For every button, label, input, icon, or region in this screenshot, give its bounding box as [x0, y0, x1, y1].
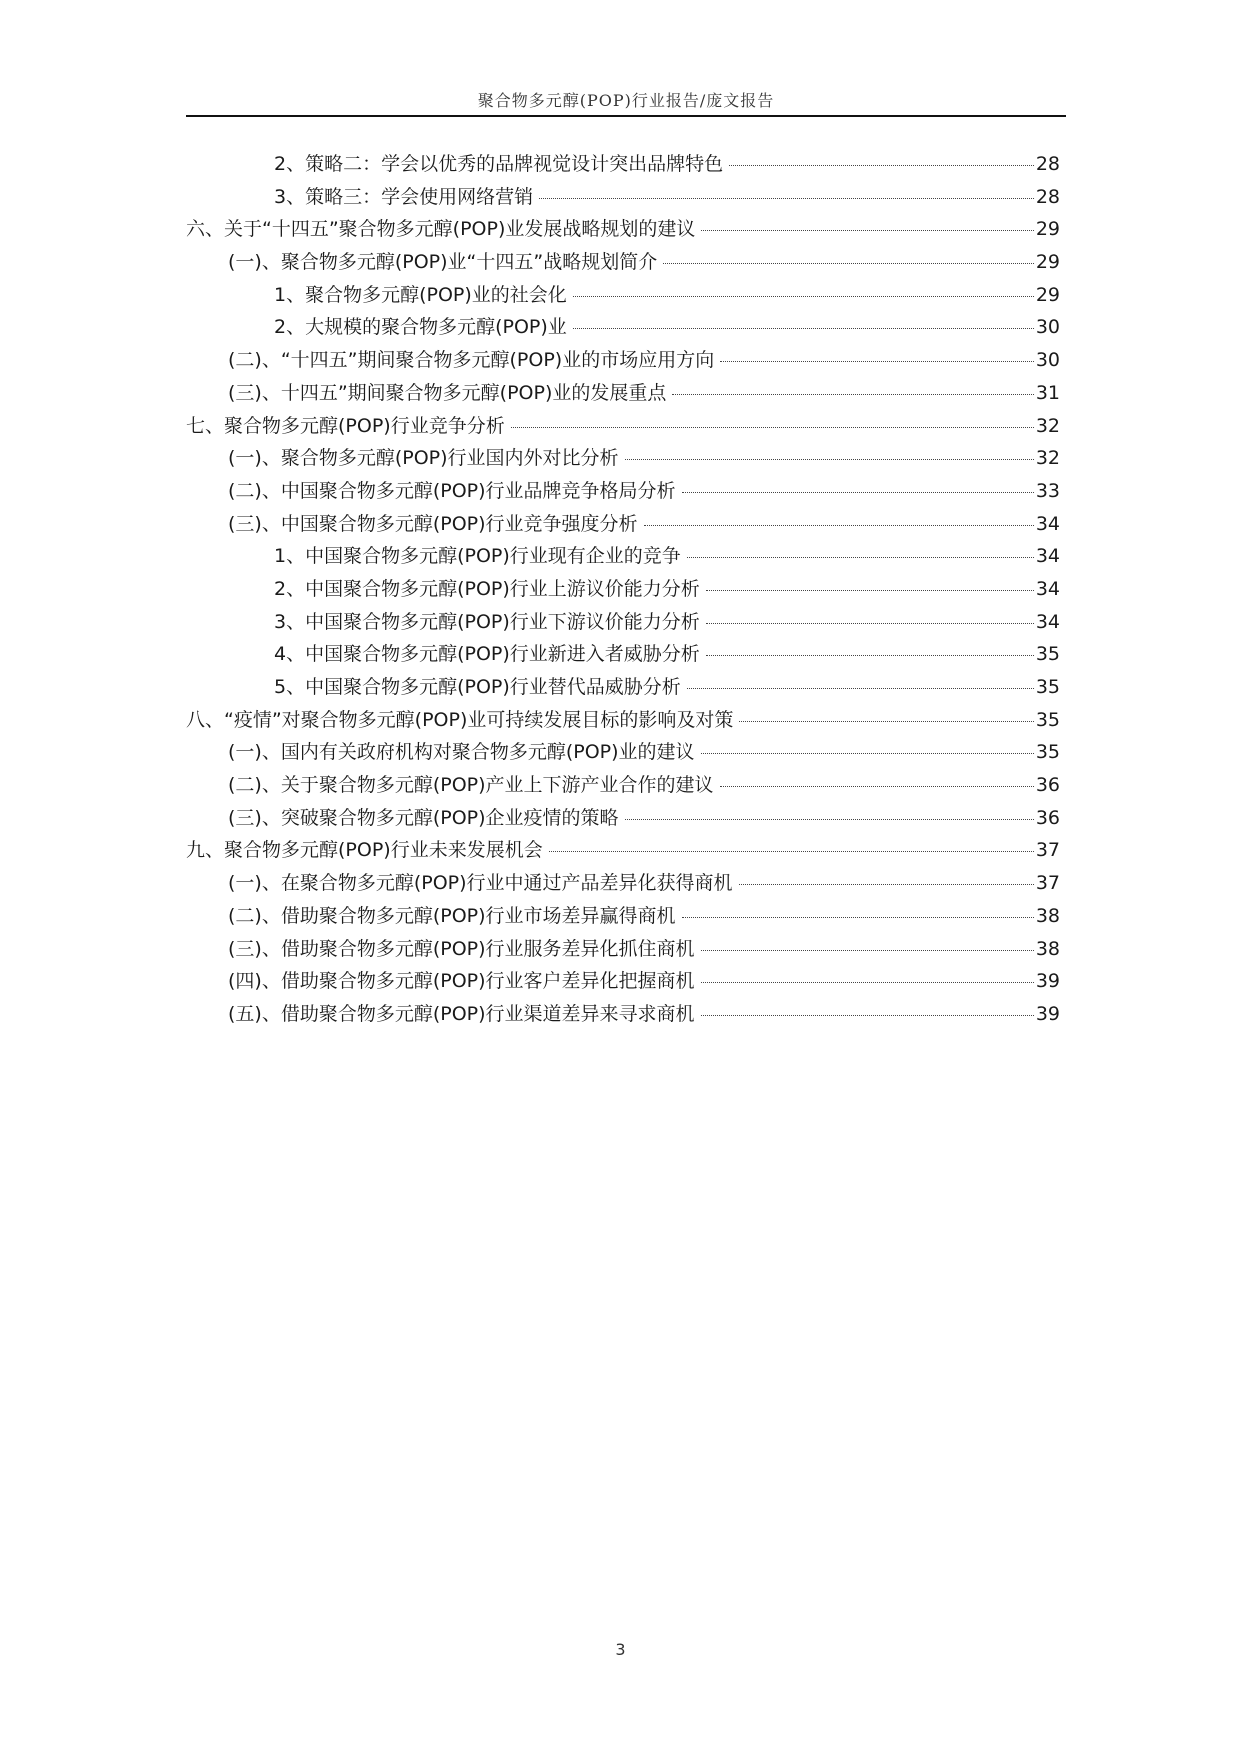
- toc-entry-page: 37: [1035, 872, 1060, 895]
- toc-entry-page: 35: [1035, 741, 1060, 764]
- toc-entry[interactable]: [186, 182, 1060, 215]
- toc-entry[interactable]: [186, 607, 1060, 640]
- toc-entry-title: 1、聚合物多元醇(POP)业的社会化: [274, 283, 567, 306]
- toc-entry-title: (二)、“十四五”期间聚合物多元醇(POP)业的市场应用方向: [228, 349, 715, 372]
- toc-entry[interactable]: [186, 999, 1060, 1032]
- toc-entry[interactable]: [186, 476, 1060, 509]
- toc-entry[interactable]: [186, 411, 1060, 444]
- toc-entry-page: 29: [1035, 251, 1060, 274]
- toc-entry-page: 29: [1035, 283, 1060, 306]
- toc-entry[interactable]: [186, 247, 1060, 280]
- toc-entry-page: 35: [1035, 676, 1060, 698]
- toc-entry-title: 六、关于“十四五”聚合物多元醇(POP)业发展战略规划的建议: [186, 218, 696, 241]
- page-number: 3: [615, 1640, 626, 1659]
- toc-dot-leader: [706, 655, 1034, 656]
- toc-entry-title: (一)、聚合物多元醇(POP)行业国内外对比分析: [228, 447, 619, 470]
- toc-entry-page: 35: [1035, 643, 1060, 666]
- toc-entry-page: 36: [1035, 806, 1060, 829]
- toc-dot-leader: [573, 328, 1034, 329]
- toc-entry-page: 39: [1035, 1002, 1060, 1025]
- toc-entry-page: 32: [1035, 414, 1060, 437]
- toc-entry-title: (二)、中国聚合物多元醇(POP)行业品牌竞争格局分析: [228, 479, 676, 502]
- toc-dot-leader: [701, 753, 1034, 754]
- toc-dot-leader: [672, 394, 1033, 395]
- toc-dot-leader: [682, 492, 1034, 493]
- toc-entry-page: 30: [1035, 349, 1060, 372]
- toc-entry-title: (三)、中国聚合物多元醇(POP)行业竞争强度分析: [228, 512, 638, 535]
- toc-entry-title: (三)、突破聚合物多元醇(POP)企业疫情的策略: [228, 806, 619, 829]
- toc-dot-leader: [682, 917, 1034, 918]
- toc-dot-leader: [511, 427, 1034, 428]
- running-header: 聚合物多元醇(POP)行业报告/庞文报告: [477, 91, 775, 110]
- toc-entry-title: 七、聚合物多元醇(POP)行业竞争分析: [186, 414, 505, 437]
- table-of-contents: [186, 149, 1060, 1032]
- toc-dot-leader: [739, 884, 1034, 885]
- toc-entry[interactable]: [186, 509, 1060, 542]
- toc-entry-title: (三)、十四五”期间聚合物多元醇(POP)业的发展重点: [228, 381, 667, 404]
- toc-entry-page: 31: [1035, 381, 1060, 404]
- toc-entry[interactable]: [186, 672, 1060, 705]
- toc-entry-page: 28: [1035, 153, 1060, 175]
- toc-entry[interactable]: [186, 378, 1060, 411]
- toc-entry-title: 2、中国聚合物多元醇(POP)行业上游议价能力分析: [274, 577, 700, 600]
- toc-dot-leader: [625, 459, 1034, 460]
- toc-entry[interactable]: [186, 835, 1060, 868]
- toc-entry[interactable]: [186, 541, 1060, 574]
- toc-entry-page: 32: [1035, 447, 1060, 470]
- toc-entry[interactable]: [186, 868, 1060, 901]
- toc-entry-title: (一)、聚合物多元醇(POP)业“十四五”战略规划简介: [228, 251, 658, 274]
- toc-dot-leader: [729, 165, 1034, 166]
- toc-entry-title: 3、中国聚合物多元醇(POP)行业下游议价能力分析: [274, 610, 700, 633]
- toc-entry-title: (一)、国内有关政府机构对聚合物多元醇(POP)业的建议: [228, 741, 695, 764]
- toc-dot-leader: [549, 851, 1034, 852]
- toc-entry-title: 九、聚合物多元醇(POP)行业未来发展机会: [186, 839, 543, 862]
- toc-entry-page: 37: [1035, 839, 1060, 862]
- toc-dot-leader: [720, 786, 1034, 787]
- toc-entry-page: 34: [1035, 610, 1060, 633]
- toc-dot-leader: [573, 296, 1034, 297]
- toc-entry[interactable]: [186, 901, 1060, 934]
- toc-entry-page: 38: [1035, 904, 1060, 927]
- toc-dot-leader: [706, 590, 1034, 591]
- toc-entry-title: 3、策略三：学会使用网络营销: [274, 185, 534, 208]
- toc-entry[interactable]: [186, 737, 1060, 770]
- toc-entry[interactable]: [186, 966, 1060, 999]
- toc-entry[interactable]: [186, 705, 1060, 738]
- toc-entry-title: (二)、借助聚合物多元醇(POP)行业市场差异赢得商机: [228, 904, 676, 927]
- toc-entry-page: 38: [1035, 937, 1060, 960]
- toc-entry-page: 28: [1035, 185, 1060, 208]
- toc-entry-page: 36: [1035, 774, 1060, 797]
- toc-entry[interactable]: [186, 574, 1060, 607]
- toc-entry[interactable]: [186, 214, 1060, 247]
- toc-dot-leader: [706, 623, 1034, 624]
- toc-entry-title: 4、中国聚合物多元醇(POP)行业新进入者威胁分析: [274, 643, 700, 666]
- toc-entry-title: 2、大规模的聚合物多元醇(POP)业: [274, 316, 567, 339]
- toc-entry-page: 34: [1035, 545, 1060, 568]
- toc-entry-page: 35: [1035, 708, 1060, 731]
- toc-entry-title: (二)、关于聚合物多元醇(POP)产业上下游产业合作的建议: [228, 774, 714, 797]
- toc-entry[interactable]: [186, 934, 1060, 967]
- toc-entry-title: (一)、在聚合物多元醇(POP)行业中通过产品差异化获得商机: [228, 872, 733, 895]
- toc-entry-page: 29: [1035, 218, 1060, 241]
- toc-entry-title: (四)、借助聚合物多元醇(POP)行业客户差异化把握商机: [228, 970, 695, 993]
- toc-entry[interactable]: [186, 639, 1060, 672]
- toc-entry-page: 34: [1035, 577, 1060, 600]
- toc-entry[interactable]: [186, 443, 1060, 476]
- toc-entry[interactable]: [186, 803, 1060, 836]
- toc-entry-page: 39: [1035, 970, 1060, 993]
- toc-entry[interactable]: [186, 770, 1060, 803]
- header-rule: [186, 115, 1066, 117]
- toc-dot-leader: [625, 819, 1034, 820]
- toc-entry-title: 5、中国聚合物多元醇(POP)行业替代品威胁分析: [274, 676, 681, 698]
- toc-dot-leader: [720, 361, 1034, 362]
- toc-dot-leader: [701, 1015, 1034, 1016]
- toc-dot-leader: [644, 525, 1034, 526]
- toc-entry[interactable]: [186, 345, 1060, 378]
- toc-entry-title: (三)、借助聚合物多元醇(POP)行业服务差异化抓住商机: [228, 937, 695, 960]
- toc-dot-leader: [701, 982, 1034, 983]
- toc-entry-page: 33: [1035, 479, 1060, 502]
- toc-entry-title: (五)、借助聚合物多元醇(POP)行业渠道差异来寻求商机: [228, 1002, 695, 1025]
- toc-entry-page: 34: [1035, 512, 1060, 535]
- toc-entry-title: 2、策略二：学会以优秀的品牌视觉设计突出品牌特色: [274, 153, 724, 175]
- toc-dot-leader: [701, 950, 1034, 951]
- toc-entry[interactable]: [186, 280, 1060, 313]
- toc-dot-leader: [687, 557, 1034, 558]
- toc-dot-leader: [663, 263, 1034, 264]
- toc-dot-leader: [687, 688, 1034, 689]
- toc-entry[interactable]: [186, 312, 1060, 345]
- toc-entry-title: 1、中国聚合物多元醇(POP)行业现有企业的竞争: [274, 545, 681, 568]
- toc-dot-leader: [739, 721, 1033, 722]
- toc-dot-leader: [539, 198, 1034, 199]
- toc-entry[interactable]: [186, 149, 1060, 182]
- toc-entry-page: 30: [1035, 316, 1060, 339]
- toc-dot-leader: [701, 230, 1033, 231]
- toc-entry-title: 八、“疫情”对聚合物多元醇(POP)业可持续发展目标的影响及对策: [186, 708, 734, 731]
